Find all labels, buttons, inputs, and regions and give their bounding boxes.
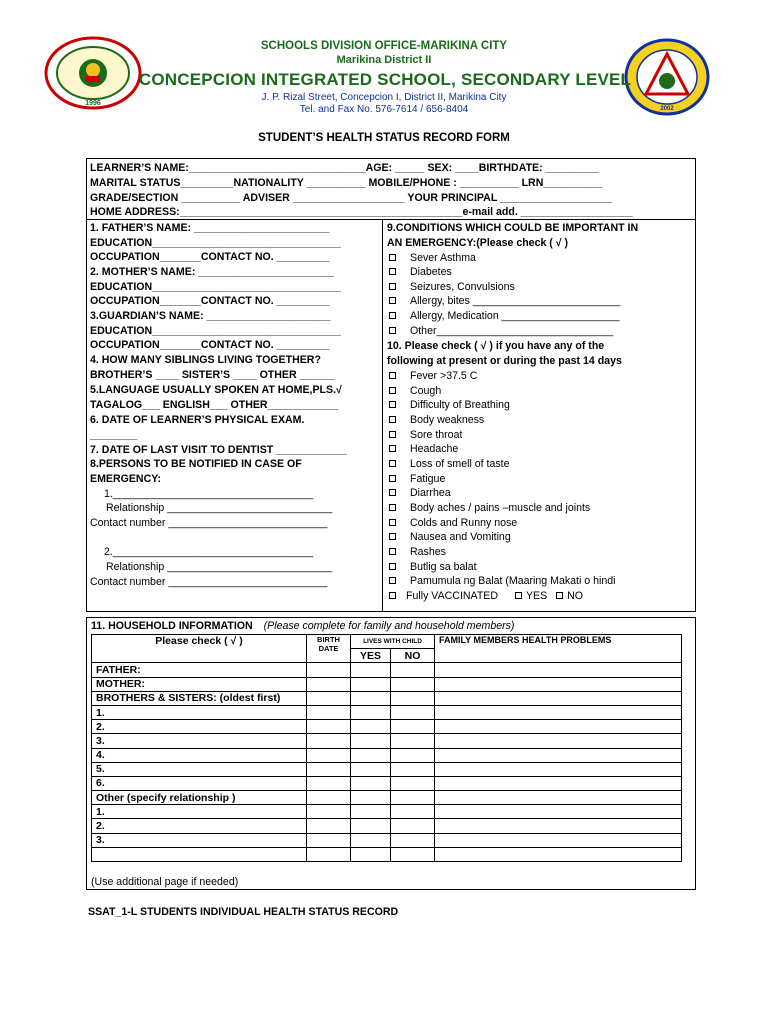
checkbox-icon[interactable] (389, 489, 396, 496)
symptom-item[interactable]: Pamumula ng Balat (Maaring Makati o hindi (389, 574, 616, 588)
table-row[interactable]: 3. (92, 734, 682, 748)
emergency-label: EMERGENCY: (90, 473, 162, 485)
household-title: 11. HOUSEHOLD INFORMATION (Please complete for family and household members) (91, 620, 515, 632)
column-divider (382, 219, 383, 612)
symptom-item[interactable]: Sore throat (389, 428, 462, 442)
checkbox-icon[interactable] (389, 548, 396, 555)
col-header-lives-with-child: LIVES WITH CHILD (351, 635, 435, 649)
form-code-footer: SSAT_1-L STUDENTS INDIVIDUAL HEALTH STATUS RECORD (88, 906, 399, 918)
table-row[interactable]: 6. (92, 776, 682, 790)
guardian-education-field[interactable]: EDUCATION________________________________ (90, 325, 341, 337)
emergency-contact-2-number[interactable]: Contact number ___________________________ (90, 576, 328, 588)
checkbox-icon[interactable] (389, 327, 396, 334)
school-phone: Tel. and Fax No. 576-7614 / 656-8404 (299, 104, 469, 115)
checkbox-icon[interactable] (389, 504, 396, 511)
table-row[interactable]: 4. (92, 748, 682, 762)
physical-exam-field[interactable]: ________ (90, 429, 138, 441)
checkbox-icon[interactable] (389, 312, 396, 319)
checkbox-icon[interactable] (389, 372, 396, 379)
table-row[interactable]: FATHER: (92, 663, 682, 677)
table-row[interactable] (92, 847, 682, 861)
emergency-contact-1-number[interactable]: Contact number ___________________________ (90, 517, 328, 529)
table-row[interactable]: 3. (92, 833, 682, 847)
marital-status-line[interactable]: MARITAL STATUS_________NATIONALITY __________ MOBILE/PHONE : __________ LRN__________ (90, 177, 603, 189)
household-table (91, 634, 682, 862)
mother-education-field[interactable]: EDUCATION________________________________ (90, 281, 341, 293)
father-name-field[interactable]: 1. FATHER’S NAME: _______________________ (90, 222, 330, 234)
language-question: 5.LANGUAGE USUALLY SPOKEN AT HOME,PLS.√ (90, 384, 342, 396)
condition-item[interactable]: Diabetes (389, 265, 452, 279)
checkbox-icon[interactable] (389, 416, 396, 423)
division-name: SCHOOLS DIVISION OFFICE-MARIKINA CITY (260, 40, 508, 52)
q10-title-line1: 10. Please check ( √ ) if you have any of the (387, 340, 605, 352)
q9-title-line1: 9.CONDITIONS WHICH COULD BE IMPORTANT IN (387, 222, 639, 234)
table-row[interactable]: Other (specify relationship ) (92, 791, 682, 805)
symptom-item[interactable]: Colds and Runny nose (389, 516, 517, 530)
checkbox-icon[interactable] (389, 460, 396, 467)
yes-checkbox-icon[interactable] (515, 592, 522, 599)
checkbox-icon[interactable] (389, 431, 396, 438)
home-address-line[interactable]: HOME ADDRESS:________________________________________________e-mail add. ___________________ (90, 206, 633, 218)
col-header-check: Please check ( √ ) (92, 635, 307, 663)
checkbox-icon[interactable] (389, 387, 396, 394)
guardian-name-field[interactable]: 3.GUARDIAN’S NAME: _____________________ (90, 310, 331, 322)
top-fields-divider (86, 219, 696, 220)
checkbox-icon[interactable] (389, 592, 396, 599)
table-row[interactable]: 1. (92, 805, 682, 819)
emergency-contact-question: 8.PERSONS TO BE NOTIFIED IN CASE OF (90, 458, 302, 470)
condition-item[interactable]: Allergy, bites _________________________ (389, 294, 620, 308)
symptom-item[interactable]: Difficulty of Breathing (389, 398, 510, 412)
language-field[interactable]: TAGALOG___ ENGLISH___ OTHER____________ (90, 399, 339, 411)
left-logo-year: 1996 (85, 100, 101, 107)
grade-section-line[interactable]: GRADE/SECTION __________ ADVISER ___________________ YOUR PRINCIPAL ___________________ (90, 192, 612, 204)
father-education-field[interactable]: EDUCATION________________________________ (90, 237, 341, 249)
emergency-contact-2-name[interactable]: 2.__________________________________ (104, 546, 314, 558)
household-note: (Please complete for family and household members) (263, 620, 515, 632)
condition-item[interactable]: Seizures, Convulsions (389, 280, 515, 294)
mother-name-field[interactable]: 2. MOTHER’S NAME: _______________________ (90, 266, 334, 278)
col-header-health-problems: FAMILY MEMBERS HEALTH PROBLEMS (435, 635, 682, 663)
symptom-item[interactable]: Diarrhea (389, 486, 451, 500)
symptom-item[interactable]: Fatigue (389, 472, 445, 486)
symptom-item[interactable]: Butlig sa balat (389, 560, 477, 574)
emergency-contact-1-name[interactable]: 1.__________________________________ (104, 488, 314, 500)
physical-exam-question: 6. DATE OF LEARNER’S PHYSICAL EXAM. (90, 414, 305, 426)
symptom-item[interactable]: Fever >37.5 C (389, 369, 477, 383)
q10-title-line2: following at present or during the past 14 days (387, 355, 622, 367)
district-name: Marikina District II (336, 54, 432, 66)
checkbox-icon[interactable] (389, 401, 396, 408)
col-header-birthdate: BIRTH DATE (307, 635, 351, 663)
checkbox-icon[interactable] (389, 445, 396, 452)
table-row[interactable]: MOTHER: (92, 677, 682, 691)
checkbox-icon[interactable] (389, 563, 396, 570)
condition-item[interactable]: Sever Asthma (389, 251, 476, 265)
checkbox-icon[interactable] (389, 533, 396, 540)
checkbox-icon[interactable] (389, 519, 396, 526)
emergency-contact-1-relationship[interactable]: Relationship ____________________________ (106, 502, 333, 514)
table-row[interactable]: 1. (92, 705, 682, 719)
col-header-yes: YES (351, 649, 391, 663)
mother-occupation-field[interactable]: OCCUPATION_______CONTACT NO. _________ (90, 295, 330, 307)
checkbox-icon[interactable] (389, 254, 396, 261)
form-title: STUDENT’S HEALTH STATUS RECORD FORM (258, 132, 510, 144)
vaccinated-label: Fully VACCINATED (406, 590, 499, 602)
dentist-visit-field[interactable]: 7. DATE OF LAST VISIT TO DENTIST ____________ (90, 444, 347, 456)
household-footer-note: (Use additional page if needed) (91, 876, 239, 888)
school-name: CONCEPCION INTEGRATED SCHOOL, SECONDARY LEVEL (138, 70, 632, 89)
right-logo-year: 2002 (660, 106, 674, 112)
symptom-item[interactable]: Body aches / pains –muscle and joints (389, 501, 590, 515)
symptom-item[interactable]: Loss of smell of taste (389, 457, 510, 471)
vaccination-row (389, 589, 583, 603)
symptom-item[interactable]: Nausea and Vomiting (389, 530, 511, 544)
table-row[interactable]: BROTHERS & SISTERS: (oldest first) (92, 691, 682, 705)
siblings-question: 4. HOW MANY SIBLINGS LIVING TOGETHER? (90, 354, 321, 366)
no-label: NO (567, 590, 584, 602)
symptom-item[interactable]: Headache (389, 442, 458, 456)
checkbox-icon[interactable] (389, 268, 396, 275)
col-header-no: NO (391, 649, 435, 663)
checkbox-icon[interactable] (389, 297, 396, 304)
guardian-occupation-field[interactable]: OCCUPATION_______CONTACT NO. _________ (90, 339, 330, 351)
father-occupation-field[interactable]: OCCUPATION_______CONTACT NO. _________ (90, 251, 330, 263)
emergency-contact-2-relationship[interactable]: Relationship ____________________________ (106, 561, 333, 573)
checkbox-icon[interactable] (389, 475, 396, 482)
q9-title-line2: AN EMERGENCY:(Please check ( √ ) (387, 237, 569, 249)
checkbox-icon[interactable] (389, 283, 396, 290)
table-row[interactable]: 5. (92, 762, 682, 776)
checkbox-icon[interactable] (389, 577, 396, 584)
learner-name-line[interactable]: LEARNER’S NAME:______________________________AGE: _____ SEX: ____BIRTHDATE: _________ (90, 162, 599, 174)
symptom-item[interactable]: Cough (389, 384, 441, 398)
table-row[interactable]: 2. (92, 720, 682, 734)
condition-item[interactable]: Other______________________________ (389, 324, 613, 338)
no-checkbox-icon[interactable] (556, 592, 563, 599)
table-row[interactable]: 2. (92, 819, 682, 833)
siblings-field[interactable]: BROTHER’S ____ SISTER’S ____ OTHER ______ (90, 369, 335, 381)
symptom-item[interactable]: Body weakness (389, 413, 484, 427)
condition-item[interactable]: Allergy, Medication ____________________ (389, 309, 620, 323)
symptom-item[interactable]: Rashes (389, 545, 446, 559)
yes-label: YES (525, 590, 548, 602)
school-address: J. P. Rizal Street, Concepcion I, District II, Marikina City (261, 92, 507, 103)
